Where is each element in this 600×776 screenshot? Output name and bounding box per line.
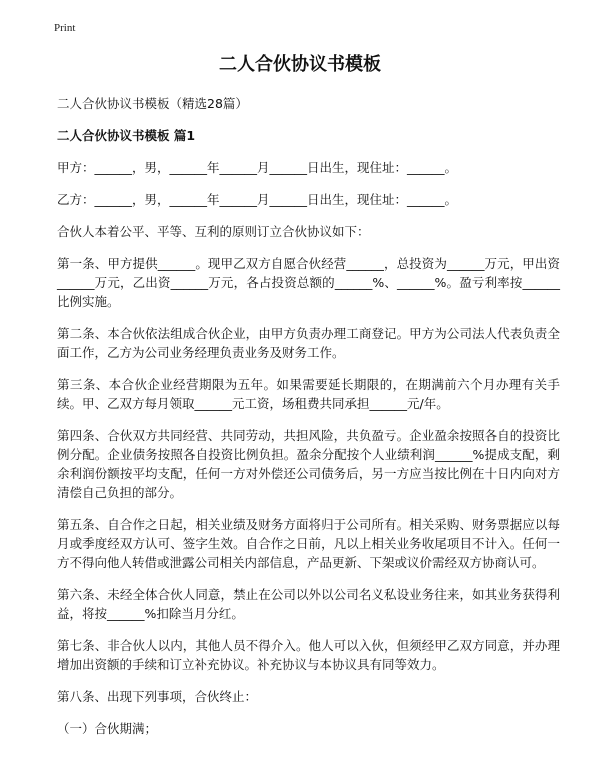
article-7: 第七条、非合伙人以内，其他人员不得介入。他人可以入伙，但须经甲乙双方同意，并办理增加出资额的手续和订立补充协议。补充协议与本协议具有同等效力。 <box>57 638 560 672</box>
article-8-item-1: （一）合伙期满； <box>57 721 158 736</box>
document-body <box>57 94 560 751</box>
preamble: 合伙人本着公平、平等、互利的原则订立合伙协议如下： <box>57 224 370 239</box>
subtitle: 二人合伙协议书模板（精选28篇） <box>57 96 248 111</box>
party-a-line: 甲方：______，男，______年______月______日出生，现住址：______。 <box>57 160 458 175</box>
section-heading: 二人合伙协议书模板 篇1 <box>57 128 196 143</box>
article-3: 第三条、本合伙企业经营期限为五年。如果需要延长期限的，在期满前六个月办理有关手续。甲、乙双方每月领取______元工资，场租费共同承担______元/年。 <box>57 377 560 411</box>
article-2: 第二条、本合伙依法组成合伙企业，由甲方负责办理工商登记。甲方为公司法人代表负责全面工作，乙方为公司业务经理负责业务及财务工作。 <box>57 326 560 360</box>
document-title: 二人合伙协议书模板 <box>219 54 381 75</box>
article-8: 第八条、出现下列事项，合伙终止： <box>57 689 258 704</box>
article-4: 第四条、合伙双方共同经营、共同劳动，共担风险，共负盈亏。企业盈余按照各自的投资比例分配。企业债务按照各自投资比例负担。盈余分配按个人业绩利润______%提成支配，剩余利润份额按平均支配，任何一方对外偿还公司债务后，另一方应当按比例在十日内向对方清偿自己负担的部分。 <box>57 428 560 500</box>
article-1: 第一条、甲方提供______。现甲乙双方自愿合伙经营______，总投资为______万元，甲出资______万元，乙出资______万元，各占投资总额的______%、______%。盈亏利率按______比例实施。 <box>57 256 560 309</box>
party-b-line: 乙方：______，男，______年______月______日出生，现住址：______。 <box>57 192 458 207</box>
article-5: 第五条、自合作之日起，相关业绩及财务方面将归于公司所有。相关采购、财务票据应以每月或季度经双方认可、签字生效。自合作之日前，凡以上相关业务收尾项目不计入。任何一方不得向他人转借或泄露公司相关内部信息，产品更新、下架或议价需经双方协商认可。 <box>57 517 560 570</box>
print-link[interactable]: Print <box>54 22 76 34</box>
article-6: 第六条、未经全体合伙人同意，禁止在公司以外以公司名义私设业务往来，如其业务获得利益，将按______%扣除当月分红。 <box>57 587 560 621</box>
